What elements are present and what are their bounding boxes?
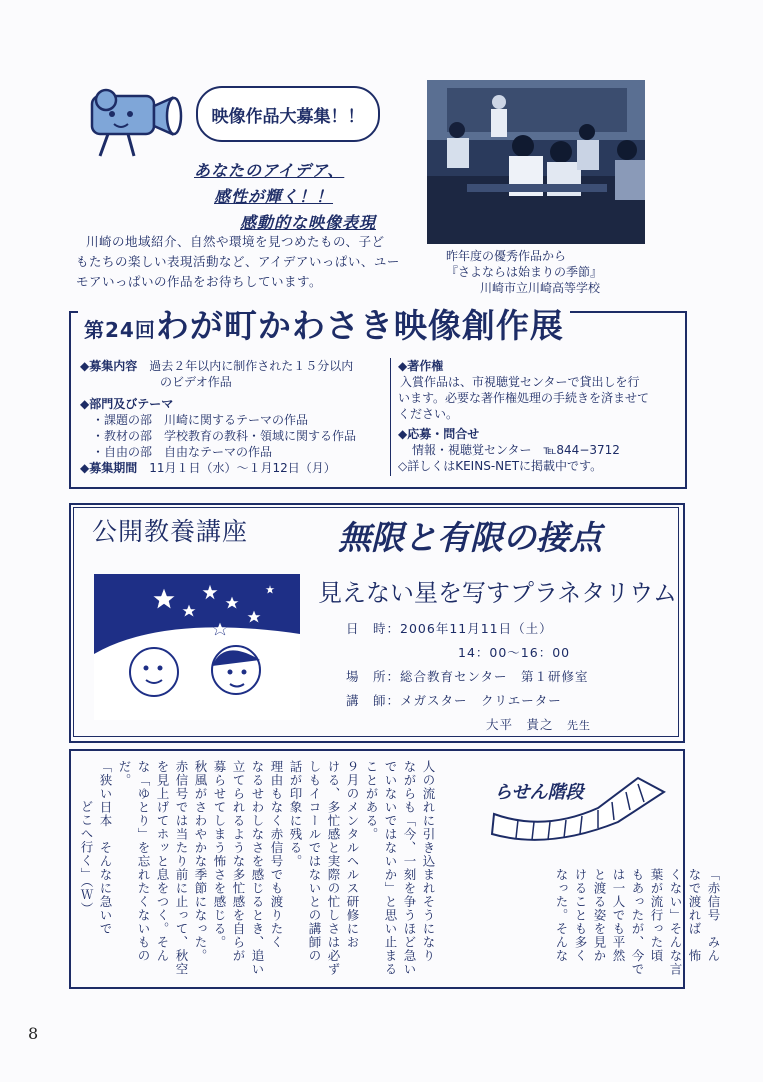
section-line: 情報・視聴覚センター ℡844−3712 [412, 443, 620, 457]
catchphrase-1: あなたのアイデア、 [194, 161, 345, 180]
section-line: います。必要な著作権処理の手続きを済ませて [398, 391, 650, 405]
lecturer-role: メガスター クリエーター [400, 693, 562, 708]
section-line: ・課題の部 川崎に関するテーマの作品 [92, 413, 309, 427]
page-number: 8 [28, 1024, 39, 1043]
catchphrase-3: 感動的な映像表現 [240, 213, 377, 232]
column-line: を見上げてホッと息をつく。そん [155, 760, 170, 963]
section-line: 11月１日（水）～１月12日（月） [149, 461, 336, 475]
recruit-bubble: 映像作品大募集！！ [196, 86, 380, 142]
column-line: しもイコールではないとの講師の [307, 760, 322, 963]
column-text-main [78, 760, 438, 982]
lecturer-name: 大平 貴之 [486, 717, 554, 732]
video-camera-illustration [84, 84, 194, 162]
column-line: 赤信号では当たり前に止って、秋空 [174, 760, 189, 976]
exhibition-number: 第24回 [84, 318, 156, 342]
caption-line: 昨年度の優秀作品から [446, 249, 567, 263]
date-label: 日 時： [346, 621, 401, 636]
lecture-title: 無限と有限の接点 [338, 518, 602, 557]
column-line: 秋風がさわやかな季節になった。 [193, 760, 208, 963]
column-line: 募らせてしまう怖さを感じる。 [212, 760, 227, 949]
column-line: 話が印象に残る。 [288, 760, 303, 868]
lecture-series: 公開教養講座 [92, 517, 249, 546]
column-line: なった。そんな [554, 868, 569, 963]
lecture-details [346, 617, 676, 738]
column-line: ながらも「今、一刻を争うほど急い [402, 760, 417, 976]
caption-line: 川崎市立川崎高等学校 [480, 281, 601, 295]
honorific: 先生 [567, 719, 592, 732]
column-line: なで渡れば 怖 [687, 868, 702, 963]
exhibition-right [398, 358, 678, 474]
column-text-top [552, 868, 723, 984]
classroom-photo [427, 80, 645, 244]
column-line: ける、多忙感と実際の忙しさは必ず [326, 760, 341, 976]
catchphrase-2: 感性が輝く！！ [214, 187, 334, 206]
section-line: ◇詳しくはKEINS-NETに掲載中です。 [398, 459, 603, 473]
section-head: ◆著作権 [398, 359, 444, 373]
section-head: ◆部門及びテーマ [80, 397, 174, 411]
column-line: なるせわしなさを感じるとき、追い [250, 760, 265, 976]
lecture-time: 14：00～16：00 [458, 645, 571, 660]
column-line: けることも多く [573, 868, 588, 963]
recruit-body-line: 川崎の地域紹介、自然や環境を見つめたもの、子ど [86, 234, 385, 249]
section-line: ください。 [398, 407, 459, 421]
column-line: くない」そんな言 [668, 868, 683, 976]
exhibition-left [80, 358, 390, 476]
section-head: ◆募集内容 [80, 359, 138, 373]
lecturer-label: 講 師： [346, 693, 401, 708]
exhibition-divider [390, 358, 391, 476]
exhibition-title [78, 300, 570, 347]
lecture-date: 2006年11月11日（土） [400, 621, 553, 636]
photo-caption [446, 248, 666, 296]
recruit-body-line: もたちの楽しい表現活動など、アイデアいっぱい、ユー [76, 254, 400, 269]
section-head: ◆応募・問合せ [398, 427, 480, 441]
column-line: な「ゆとり」を忘れたくないものだ。 [117, 760, 151, 963]
column-line: もあったが、今で [630, 868, 645, 976]
recruit-body-line: モアいっぱいの作品をお待ちしています。 [76, 274, 323, 289]
column-line: と渡る姿を見か [592, 868, 607, 963]
column-line: 立てられるような多忙感を自らが [231, 760, 246, 963]
column-line: ことがある。 [364, 760, 379, 841]
column-title: らせん階段 [494, 782, 584, 803]
section-line: ・教材の部 学校教育の教科・領域に関する作品 [92, 429, 357, 443]
column-line: 「赤信号 みん [706, 868, 721, 963]
section-head: ◆募集期間 [80, 461, 138, 475]
section-line: ・自由の部 自由なテーマの作品 [92, 445, 273, 459]
column-line: は一人でも平然 [611, 868, 626, 963]
column-line: どこへ行く」（Ｗ） [79, 800, 94, 916]
planetarium-illustration [94, 574, 300, 720]
lecture-place: 総合教育センター 第１研修室 [400, 669, 589, 684]
section-line: 入賞作品は、市視聴覚センターで貸出しを行 [400, 375, 640, 389]
column-line: ９月のメンタルヘルス研修にお [345, 760, 360, 949]
column-line: 人の流れに引き込まれそうになり [421, 760, 436, 963]
caption-line: 『さよならは始まりの季節』 [446, 265, 603, 279]
recruit-body [76, 232, 424, 292]
column-line: 「狭い日本 そんなに急いで [98, 760, 113, 936]
column-line: 理由もなく赤信号でも渡りたく [269, 760, 284, 949]
exhibition-title-text: わが町かわさき映像創作展 [155, 306, 564, 345]
place-label: 場 所： [346, 669, 401, 684]
column-line: 葉が流行った頃 [649, 868, 664, 963]
lecture-subtitle: 見えない星を写すプラネタリウム [318, 579, 678, 607]
section-line: 過去２年以内に制作された１５分以内 [149, 359, 354, 373]
column-line: でいないではないか」と思い止まる [383, 760, 398, 976]
section-line: のビデオ作品 [160, 375, 232, 389]
